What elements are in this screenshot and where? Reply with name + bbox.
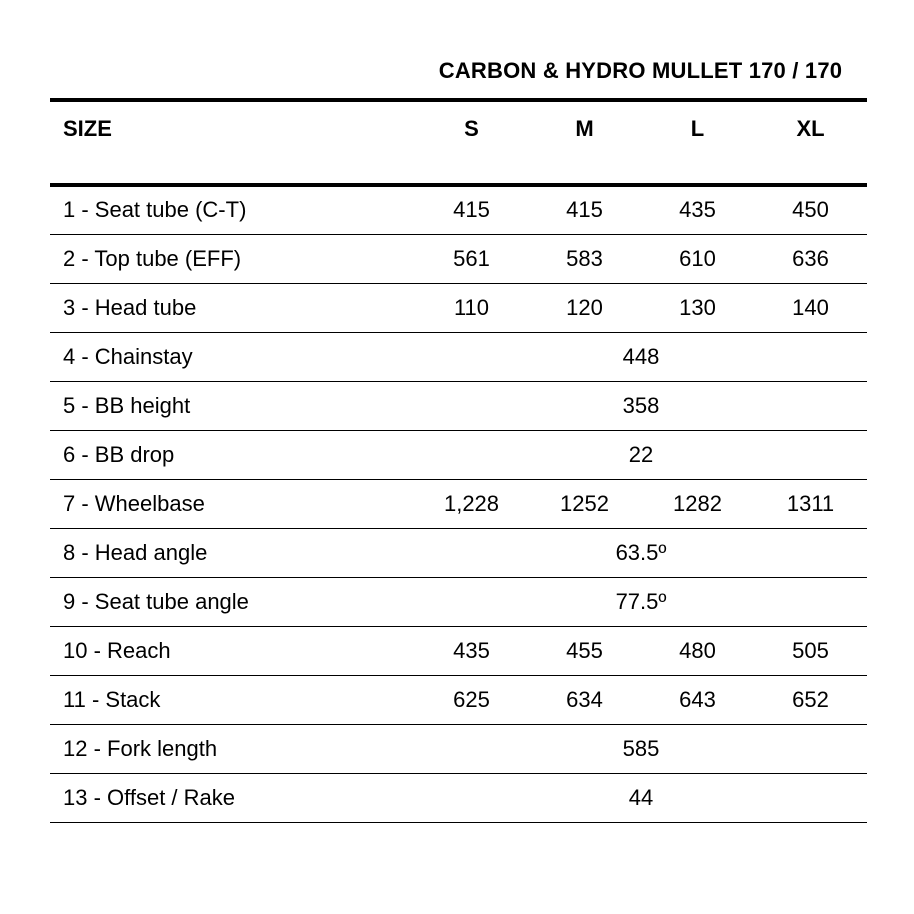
column-header-s: S bbox=[464, 116, 479, 141]
row-label: 12 - Fork length bbox=[63, 735, 218, 761]
row-value: 625 bbox=[453, 686, 490, 712]
table-title: CARBON & HYDRO MULLET 170 / 170 bbox=[438, 58, 843, 83]
row-value: 435 bbox=[453, 637, 490, 663]
row-value: 415 bbox=[566, 197, 603, 223]
table-row bbox=[50, 332, 867, 381]
row-value: 1252 bbox=[560, 490, 609, 516]
row-value: 130 bbox=[679, 294, 716, 320]
row-value: 583 bbox=[566, 245, 603, 271]
table-row bbox=[50, 724, 867, 773]
row-label: 7 - Wheelbase bbox=[63, 490, 205, 516]
row-value: 634 bbox=[566, 686, 603, 712]
size-column-header: SIZE bbox=[63, 116, 112, 141]
row-value: 415 bbox=[453, 197, 490, 223]
table-row bbox=[50, 234, 867, 283]
row-value: 110 bbox=[453, 294, 490, 320]
row-value: 561 bbox=[453, 245, 490, 271]
row-label: 9 - Seat tube angle bbox=[63, 588, 249, 614]
row-shared-value: 22 bbox=[628, 441, 654, 467]
table-row bbox=[50, 283, 867, 332]
row-value: 140 bbox=[792, 294, 829, 320]
row-label: 8 - Head angle bbox=[63, 539, 208, 565]
row-shared-value: 585 bbox=[622, 735, 660, 761]
table-row bbox=[50, 430, 867, 479]
table-row bbox=[50, 479, 867, 528]
row-value: 1311 bbox=[786, 490, 835, 516]
row-value: 455 bbox=[566, 637, 603, 663]
row-label: 5 - BB height bbox=[63, 392, 191, 418]
row-shared-value: 44 bbox=[628, 784, 654, 810]
row-shared-value: 63.5º bbox=[615, 539, 667, 565]
row-value: 480 bbox=[679, 637, 716, 663]
row-value: 636 bbox=[792, 245, 829, 271]
table-row bbox=[50, 577, 867, 626]
table-row bbox=[50, 381, 867, 430]
row-label: 6 - BB drop bbox=[63, 441, 175, 467]
table-row bbox=[50, 626, 867, 675]
table-row bbox=[50, 528, 867, 577]
row-label: 10 - Reach bbox=[63, 637, 171, 663]
row-label: 2 - Top tube (EFF) bbox=[63, 245, 242, 271]
column-header-m: M bbox=[575, 116, 594, 141]
header-row bbox=[50, 100, 867, 185]
column-header-xl: XL bbox=[796, 116, 825, 141]
row-label: 1 - Seat tube (C-T) bbox=[63, 197, 247, 223]
column-header-l: L bbox=[690, 116, 705, 141]
row-shared-value: 358 bbox=[622, 392, 660, 418]
row-value: 643 bbox=[679, 686, 716, 712]
row-label: 11 - Stack bbox=[63, 686, 161, 712]
table-row bbox=[50, 773, 867, 822]
row-value: 652 bbox=[792, 686, 829, 712]
row-value: 120 bbox=[566, 294, 603, 320]
table-row bbox=[50, 675, 867, 724]
row-value: 505 bbox=[792, 637, 829, 663]
row-value: 435 bbox=[679, 197, 716, 223]
geometry-table bbox=[50, 98, 867, 823]
row-value: 450 bbox=[792, 197, 829, 223]
row-shared-value: 448 bbox=[622, 343, 660, 369]
table-body bbox=[50, 185, 867, 822]
table-row bbox=[50, 185, 867, 234]
row-value: 610 bbox=[679, 245, 716, 271]
row-label: 3 - Head tube bbox=[63, 294, 197, 320]
row-label: 4 - Chainstay bbox=[63, 343, 193, 369]
row-shared-value: 77.5º bbox=[615, 588, 667, 614]
row-value: 1,228 bbox=[443, 490, 500, 516]
row-value: 1282 bbox=[673, 490, 722, 516]
row-label: 13 - Offset / Rake bbox=[63, 784, 236, 810]
